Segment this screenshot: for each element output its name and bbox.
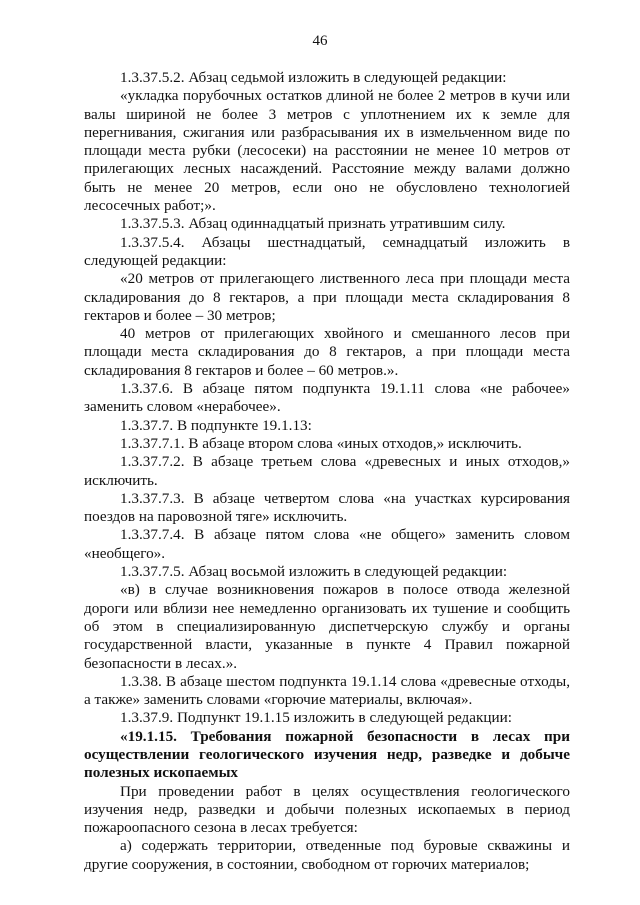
- quoted-paragraph-eighth: «в) в случае возникновения пожаров в полосе отвода железной дороги или вблизи нее немедленно организовать их тушение и сообщить об этом в специализированную диспетчерскую службу и органы государственной власти, указанные в пункте 4 Правил пожарной безопасности в лесах.».: [84, 581, 570, 672]
- paragraph-1-3-37-5-3: 1.3.37.5.3. Абзац одиннадцатый признать утратившим силу.: [120, 215, 506, 233]
- quoted-paragraph-seventh: «укладка порубочных остатков длиной не более 2 метров в кучи или валы шириной не более 3 метров с уплотнением их к земле для перегнивания, сжигания или разбрасывания их в измельченном виде по площади места рубки (лесосеки) на расстоянии не менее 10 метров от прилегающих лесных насаждений. Расстояние между валами должно быть не менее 20 метров, если оно не обусловлено технологией лесосечных работ;».: [84, 87, 570, 215]
- paragraph-1-3-37-7: 1.3.37.7. В подпункте 19.1.13:: [120, 416, 312, 434]
- paragraph-1-3-38: 1.3.38. В абзаце шестом подпункта 19.1.14 слова «древесные отходы, а также» заменить словами «горючие материалы, включая».: [84, 672, 570, 709]
- paragraph-1-3-37-7-1: 1.3.37.7.1. В абзаце втором слова «иных отходов,» исключить.: [120, 434, 522, 452]
- page-number: 46: [312, 33, 328, 49]
- paragraph-intro-requirements: При проведении работ в целях осуществления геологического изучения недр, разведки и добычи полезных ископаемых в период пожароопасного сезона в лесах требуется:: [84, 782, 570, 837]
- quoted-paragraph-seventeenth: 40 метров от прилегающих хвойного и смешанного лесов при площади места складирования до 8 гектаров, а при площади места складирования 8 гектаров и более – 60 метров.».: [84, 325, 570, 379]
- document-body: [84, 69, 570, 874]
- section-heading-19-1-15: «19.1.15. Требования пожарной безопасности в лесах при осуществлении геологического изучения недр, разведке и добыче полезных ископаемых: [84, 727, 570, 782]
- paragraph-1-3-37-7-4: 1.3.37.7.4. В абзаце пятом слова «не общего» заменить словом «необщего».: [84, 526, 570, 562]
- paragraph-1-3-37-7-3: 1.3.37.7.3. В абзаце четвертом слова «на участках курсирования поездов на паровозной тяге» исключить.: [84, 489, 570, 526]
- paragraph-1-3-37-5-4: 1.3.37.5.4. Абзацы шестнадцатый, семнадцатый изложить в следующей редакции:: [84, 233, 570, 269]
- paragraph-1-3-37-6: 1.3.37.6. В абзаце пятом подпункта 19.1.11 слова «не рабочее» заменить словом «нерабочее».: [84, 380, 570, 416]
- paragraph-1-3-37-5-2: 1.3.37.5.2. Абзац седьмой изложить в следующей редакции:: [120, 69, 507, 86]
- paragraph-1-3-37-9: 1.3.37.9. Подпункт 19.1.15 изложить в следующей редакции:: [120, 709, 512, 727]
- paragraph-1-3-37-7-5: 1.3.37.7.5. Абзац восьмой изложить в следующей редакции:: [120, 563, 508, 581]
- list-item-a: а) содержать территории, отведенные под буровые скважины и другие сооружения, в состоянии, свободном от горючих материалов;: [84, 837, 570, 873]
- quoted-paragraph-sixteenth: «20 метров от прилегающего лиственного леса при площади места складирования до 8 гектаров, а при площади места складирования 8 гектаров и более – 30 метров;: [84, 270, 570, 324]
- paragraph-1-3-37-7-2: 1.3.37.7.2. В абзаце третьем слова «древесных и иных отходов,» исключить.: [84, 453, 570, 489]
